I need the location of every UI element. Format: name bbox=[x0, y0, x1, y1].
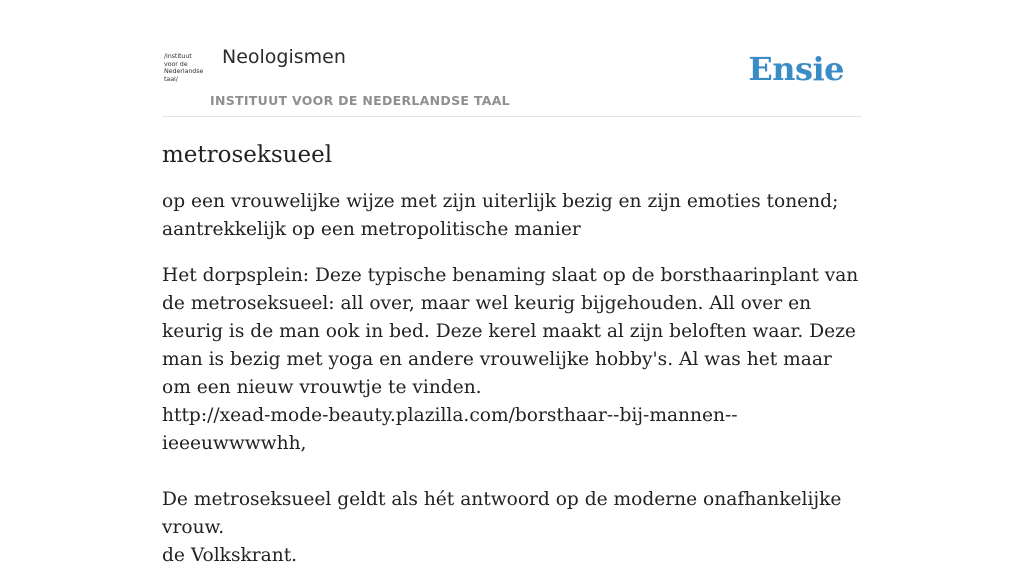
entry-term: metroseksueel bbox=[162, 142, 333, 168]
logo-line: voor de bbox=[164, 59, 188, 68]
logo-line: Nederlandse bbox=[164, 67, 204, 76]
logo-line: /instituut bbox=[164, 52, 192, 60]
entry-example: Het dorpsplein: Deze typische benaming slaat op de borsthaarinplant van de metroseksueel: all over, maar wel keurig bijgehouden. All over en keurig is de man ook in bed. Deze kerel maakt al zijn beloften waar. Deze man is bezig met yoga en andere vrouwelijke hobby's. Al was het maar om een nieuw vrouwtje te vinden. http://xead-mode-beauty.plazilla.com/borsthaar--bij-mannen--ieeeuwwwwhh, De metroseksueel geldt als hét antwoord op de moderne onafhankelijke vrouw. de Volkskrant. bbox=[162, 265, 859, 566]
institute-logo[interactable] bbox=[164, 53, 208, 93]
organization-name: INSTITUUT VOOR DE NEDERLANDSE TAAL bbox=[210, 93, 510, 108]
logo-line: taal/ bbox=[164, 74, 178, 83]
entry-definition: op een vrouwelijke wijze met zijn uiterlijk bezig en zijn emoties tonend; aantrekkelijk op een metropolitische manier bbox=[162, 191, 839, 240]
page-header bbox=[162, 40, 862, 117]
collection-title[interactable]: Neologismen bbox=[222, 46, 346, 68]
ensie-logo[interactable]: Ensie bbox=[748, 50, 844, 88]
entry-content bbox=[162, 136, 862, 570]
